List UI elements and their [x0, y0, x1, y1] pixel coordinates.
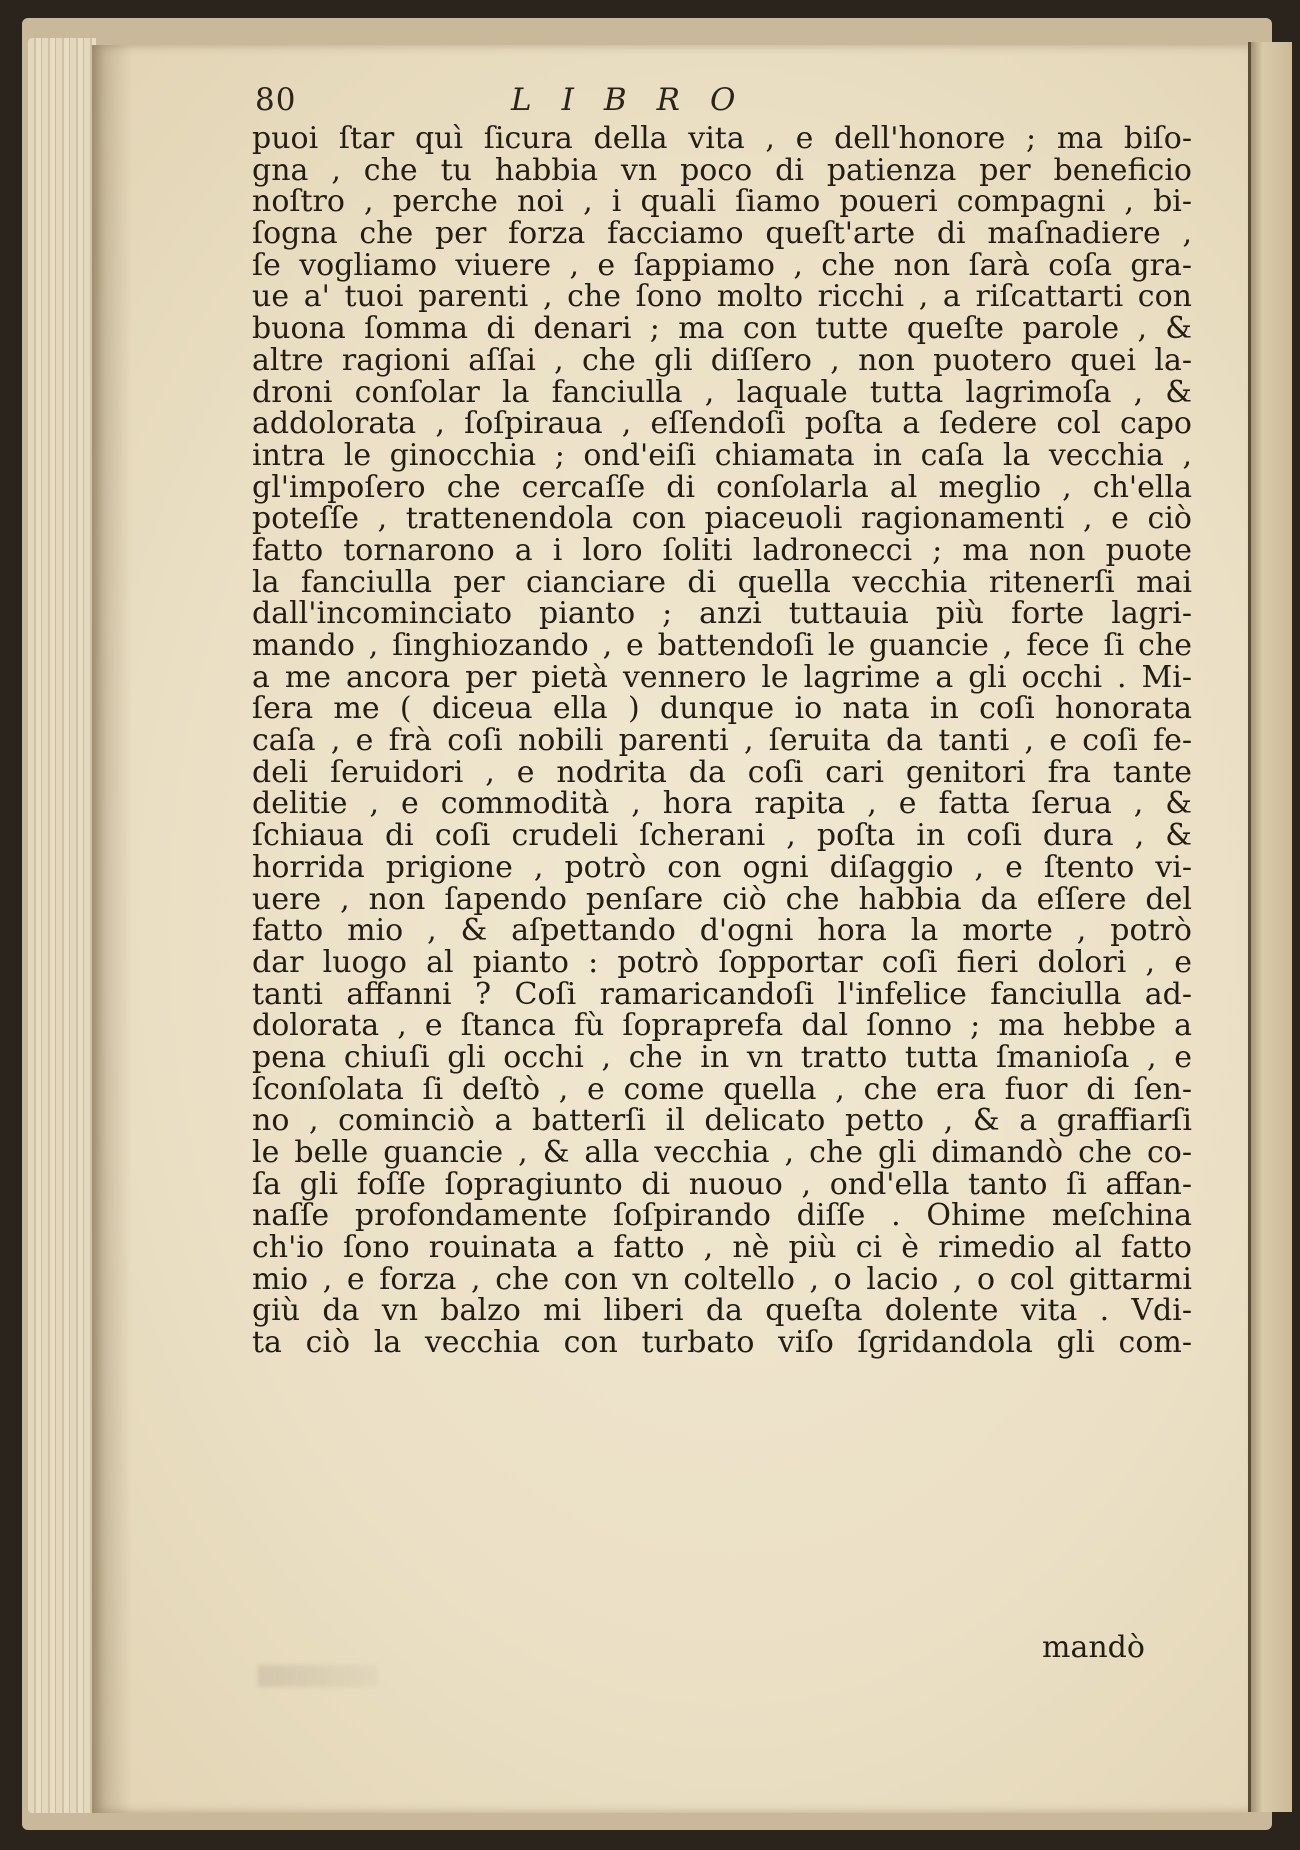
text-line: caſa , e frà coſi nobili parenti , ſeruita da tanti , e coſi fe-	[252, 723, 1192, 759]
text-line: altre ragioni aſſai , che gli diſſero , non puotero quei la-	[252, 342, 1192, 378]
text-line: delitie , e commodità , hora rapita , e fatta ſerua , &	[252, 786, 1192, 822]
text-line: gna , che tu habbia vn poco di patienza per beneficio	[252, 152, 1192, 188]
page-number: 80	[255, 82, 297, 118]
text-line: ſera me ( diceua ella ) dunque io nata in coſi honorata	[252, 691, 1192, 727]
ink-bleed-through	[258, 1665, 378, 1687]
text-line: puoi ſtar quì ſicura della vita , e dell'honore ; ma biſo-	[252, 121, 1192, 156]
catchword: mandò	[1042, 1630, 1145, 1665]
text-line: buona ſomma di denari ; ma con tutte queſte parole , &	[252, 311, 1192, 347]
text-line: poteſſe , trattenendola con piaceuoli ragionamenti , e ciò	[252, 501, 1192, 537]
text-line: naſſe profondamente ſoſpirando diſſe . Ohime meſchina	[252, 1198, 1192, 1234]
page-header	[255, 82, 1015, 122]
text-line: ſogna che per forza facciamo queſt'arte di maſnadiere ,	[252, 216, 1192, 252]
text-line: giù da vn balzo mi liberi da queſta dolente vita . Vdi-	[252, 1293, 1192, 1329]
text-line: ſe vogliamo viuere , e ſappiamo , che non ſarà coſa gra-	[252, 247, 1192, 283]
text-line: intra le ginocchia ; ond'eiſi chiamata in caſa la vecchia ,	[252, 437, 1192, 473]
text-line: ch'io ſono rouinata a fatto , nè più ci è rimedio al fatto	[252, 1230, 1192, 1266]
text-line: dar luogo al pianto : potrò ſopportar coſi fieri dolori , e	[252, 944, 1192, 980]
binding-fold	[1248, 42, 1251, 1812]
text-line: le belle guancie , & alla vecchia , che gli dimandò che co-	[252, 1135, 1192, 1170]
text-line: fatto mio , & aſpettando d'ogni hora la morte , potrò	[252, 913, 1192, 949]
text-line: dall'incominciato pianto ; anzi tuttauia più forte lagri-	[252, 596, 1192, 632]
text-line: uere , non ſapendo penſare ciò che habbia da eſſere del	[252, 881, 1192, 917]
text-line: mando , ſinghiozando , e battendoſi le guancie , fece ſi che	[252, 628, 1192, 663]
facing-leaf-edge	[1248, 42, 1292, 1812]
text-line: ſconſolata ſi deſtò , e come quella , che era fuor di ſen-	[252, 1071, 1192, 1107]
text-line: la fanciulla per cianciare di quella vecchia ritenerſi mai	[252, 564, 1192, 600]
text-line: deli ſeruidori , e nodrita da coſi cari genitori fra tante	[252, 754, 1192, 790]
gutter-shadow	[92, 45, 132, 1813]
text-line: ſa gli foſſe ſopragiunto di nuouo , ond'ella tanto ſi affan-	[252, 1166, 1192, 1202]
text-line: no , cominciò a batterſi il delicato petto , & a graffiarſi	[252, 1103, 1192, 1139]
running-head: LIBRO	[511, 82, 766, 118]
text-line: droni conſolar la fanciulla , laquale tutta lagrimoſa , &	[252, 374, 1192, 410]
text-line: ſchiaua di coſi crudeli ſcherani , poſta in coſi dura , &	[252, 818, 1192, 854]
text-line: pena chiuſi gli occhi , che in vn tratto tutta ſmanioſa , e	[252, 1039, 1192, 1075]
text-line: tanti affanni ? Coſi ramaricandoſi l'infelice fanciulla ad-	[252, 976, 1192, 1012]
text-line: noſtro , perche noi , i quali ſiamo poueri compagni , bi-	[252, 184, 1192, 220]
text-line: gl'impoſero che cercaſſe di conſolarla al meglio , ch'ella	[252, 469, 1192, 505]
text-line: fatto tornarono a i loro ſoliti ladronecci ; ma non puote	[252, 532, 1192, 568]
text-line: ta ciò la vecchia con turbato viſo ſgridandola gli com-	[252, 1325, 1192, 1361]
text-line: mio , e forza , che con vn coltello , o lacio , o col gittarmi	[252, 1261, 1192, 1297]
text-line: dolorata , e ſtanca fù ſopraprefa dal ſonno ; ma hebbe a	[252, 1008, 1192, 1044]
text-line: a me ancora per pietà vennero le lagrime a gli occhi . Mi-	[252, 659, 1192, 695]
body-text	[252, 123, 1192, 1359]
text-line: addolorata , ſoſpiraua , eſſendoſi poſta a ſedere col capo	[252, 406, 1192, 442]
text-line: ue a' tuoi parenti , che ſono molto ricchi , a riſcattarti con	[252, 279, 1192, 315]
page-edges	[28, 38, 96, 1813]
text-line: horrida prigione , potrò con ogni diſaggio , e ſtento vi-	[252, 849, 1192, 885]
